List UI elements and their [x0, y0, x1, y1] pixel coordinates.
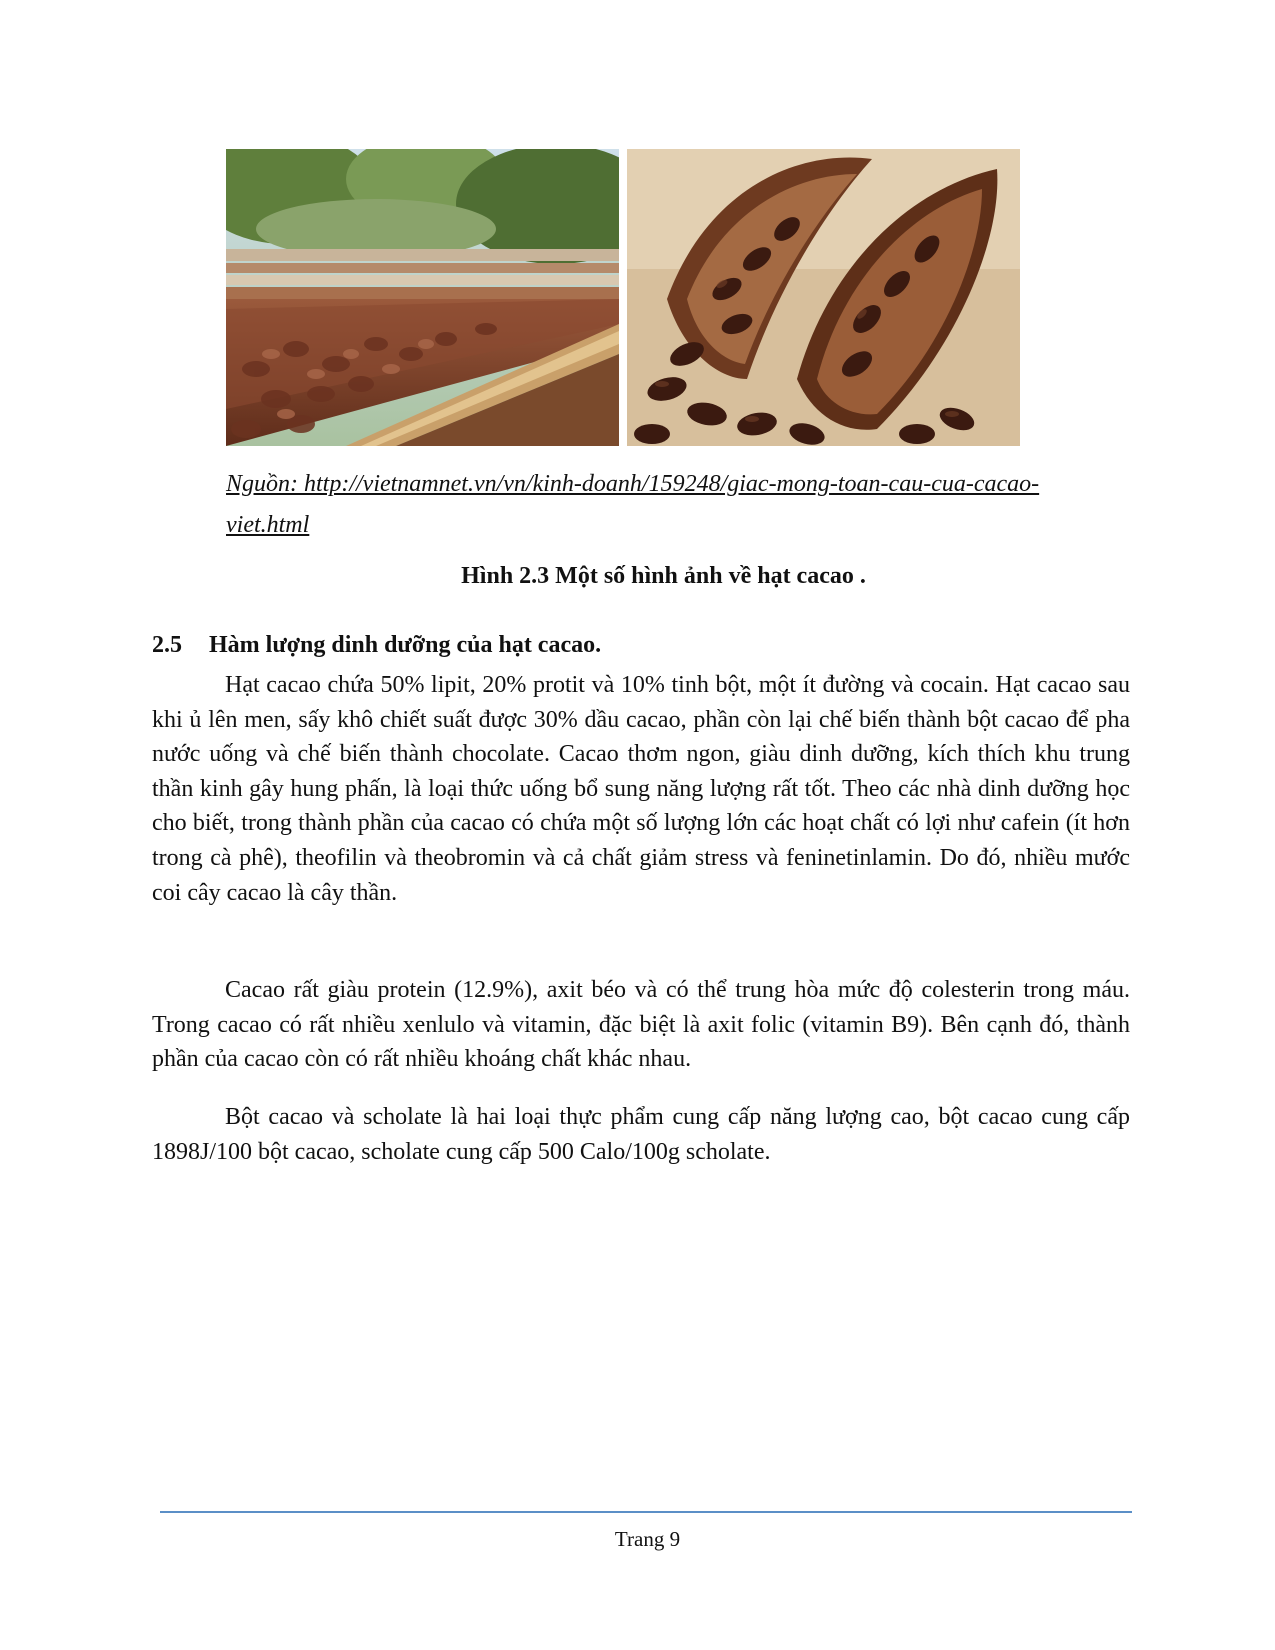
cocoa-drying-photo [226, 149, 619, 446]
section-heading [152, 630, 601, 660]
paragraph: Bột cacao và scholate là hai loại thực phẩm cung cấp năng lượng cao, bột cacao cung cấp 1898J/100 bột cacao, scholate cung cấp 500 Calo/100g scholate. [152, 1104, 1130, 1165]
footer-rule [160, 1511, 1132, 1513]
figure-caption: Hình 2.3 Một số hình ảnh về hạt cacao . [461, 563, 866, 589]
section-number: 2.5 [152, 632, 182, 658]
cacao-pods-photo [627, 149, 1020, 446]
section-title: Hàm lượng dinh dưỡng của hạt cacao. [209, 632, 602, 658]
figure-source-link[interactable]: Nguồn: http://vietnamnet.vn/vn/kinh-doanh/159248/giac-mong-toan-cau-cua-cacao-viet.html [226, 471, 1040, 538]
paragraph: Hạt cacao chứa 50% lipit, 20% protit và 10% tinh bột, một ít đường và cocain. Hạt cacao sau khi ủ lên men, sấy khô chiết suất được 30% dầu cacao, phần còn lại chế biến thành bột cacao để pha nước uống và chế biến thành chocolate. Cacao thơm ngon, giàu dinh dưỡng, kích thích khu trung thần kinh gây hung phấn, là loại thức uống bổ sung năng lượng rất tốt. Theo các nhà dinh dưỡng học cho biết, trong thành phần của cacao có chứa một số lượng lớn các hoạt chất có lợi như cafein (ít hơn trong cà phê), theofilin và theobromin và cả chất giảm stress và feninetinlamin. Do đó, nhiều mước coi cây cacao là cây thần. [152, 672, 1130, 906]
paragraph: Cacao rất giàu protein (12.9%), axit béo và có thể trung hòa mức độ colesterin trong máu. Trong cacao có rất nhiều xenlulo và vitamin, đặc biệt là axit folic (vitamin B9). Bên cạnh đó, thành phần của cacao còn có rất nhiều khoáng chất khác nhau. [152, 977, 1130, 1073]
page-number: Trang 9 [614, 1527, 681, 1551]
